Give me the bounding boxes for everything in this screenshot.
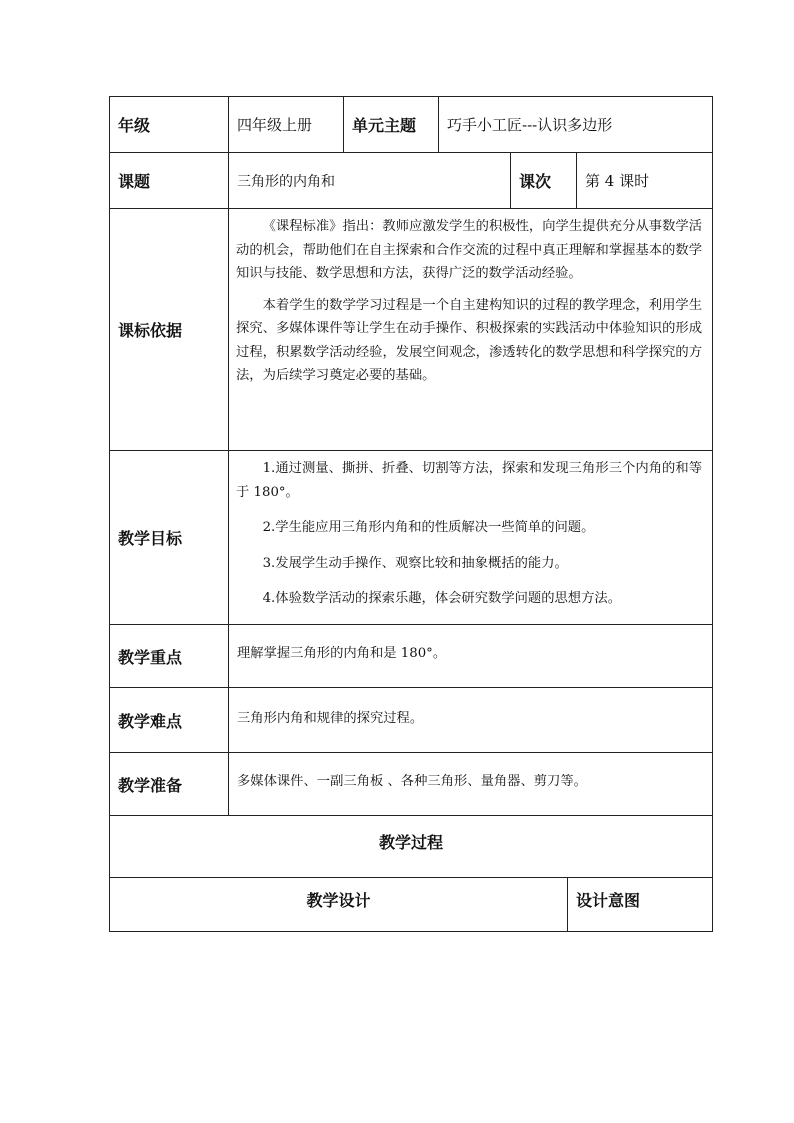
objectives-list [229, 451, 712, 624]
standard-paragraph-2: 本着学生的数学学习过程是一个自主建构知识的过程的教学理念，利用学生探究、多媒体课件等让学生在动手操作、积极探索的实践活动中体验知识的形成过程，积累数学活动经验，发展空间观念，渗透转化的数学思想和科学探究的方法，为后续学习奠定必要的基础。 [236, 297, 702, 383]
unit-value: 巧手小工匠---认识多边形 [447, 116, 613, 134]
standard-label: 课标依据 [118, 321, 183, 340]
topic-value: 三角形的内角和 [237, 173, 335, 190]
topic-label: 课题 [118, 172, 151, 191]
unit-label: 单元主题 [352, 116, 417, 135]
lesson-label: 课次 [519, 172, 552, 191]
lesson-value: 第 4 课时 [585, 172, 650, 190]
standard-paragraph-1: 《课程标准》指出：教师应激发学生的积极性，向学生提供充分从事数学活动的机会，帮助他们在自主探索和合作交流的过程中真正理解和掌握基本的数学知识与技能、数学思想和方法，获得广泛的数学活动经验。 [236, 219, 702, 281]
objective-item-4: 4.体验数学活动的探索乐趣，体会研究数学问题的思想方法。 [262, 591, 621, 606]
lesson-plan-table [109, 96, 713, 932]
intent-header: 设计意图 [576, 891, 641, 910]
process-title: 教学过程 [378, 833, 443, 852]
objective-item-2: 2.学生能应用三角形内角和的性质解决一些简单的问题。 [262, 520, 595, 535]
preparation-value: 多媒体课件、一副三角板 、各种三角形、量角器、剪刀等。 [237, 773, 587, 789]
objective-item-3: 3.发展学生动手操作、观察比较和抽象概括的能力。 [262, 555, 568, 571]
difficulty-value: 三角形内角和规律的探究过程。 [237, 710, 424, 726]
preparation-label: 教学准备 [118, 775, 183, 795]
design-header: 教学设计 [306, 891, 371, 910]
standard-text [229, 209, 712, 450]
key-point-value: 理解掌握三角形的内角和是 180°。 [237, 645, 447, 661]
grade-value: 四年级上册 [237, 116, 313, 134]
objectives-label: 教学目标 [118, 529, 183, 548]
difficulty-label: 教学难点 [118, 711, 183, 731]
key-point-label: 教学重点 [118, 647, 183, 667]
grade-label: 年级 [118, 116, 151, 135]
objective-item-1: 1.通过测量、撕拼、折叠、切割等方法，探索和发现三角形三个内角的和等于 180°。 [236, 461, 702, 500]
